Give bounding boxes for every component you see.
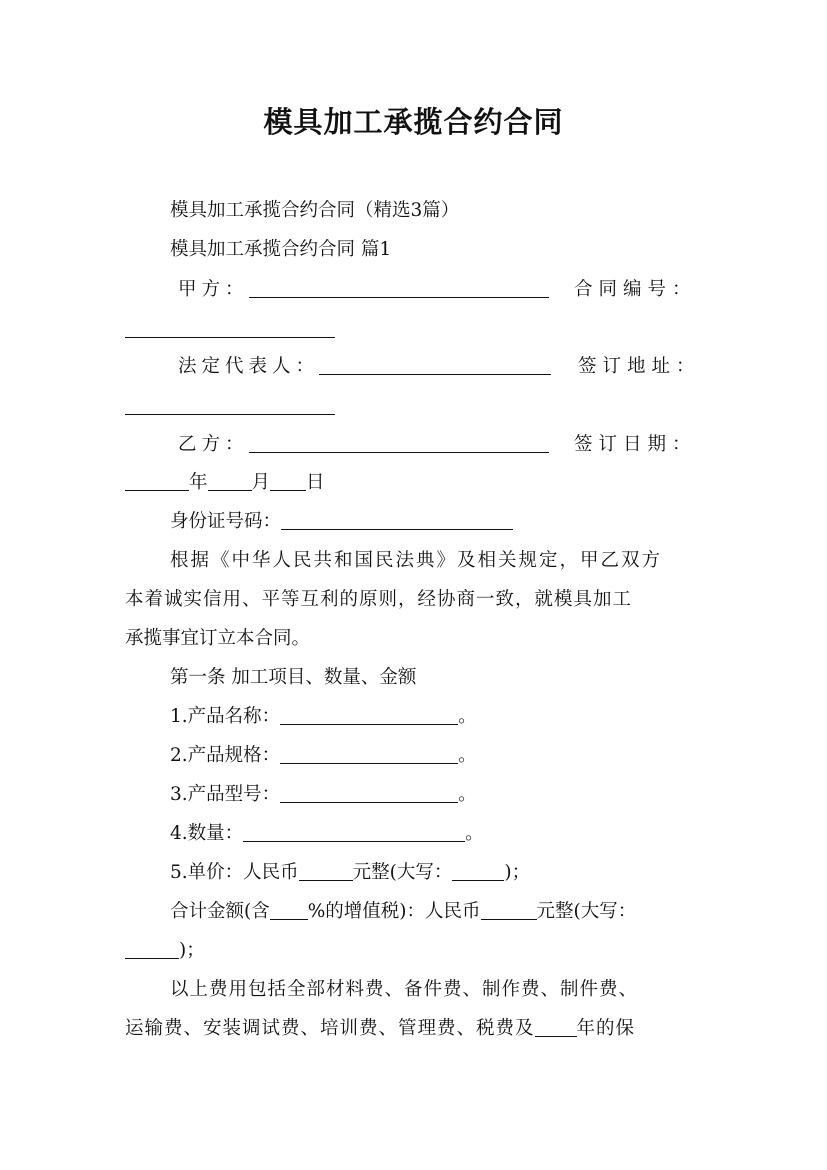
party-b-label: 乙方： (178, 434, 249, 455)
day-blank[interactable] (270, 472, 306, 491)
intro-line-3: 承揽事宜订立本合同。 (125, 628, 311, 649)
intro-line-1: 根据《中华人民共和国民法典》及相关规定，甲乙双方 (170, 550, 663, 571)
year-label: 年 (189, 472, 208, 493)
warranty-years-blank[interactable] (535, 1018, 577, 1037)
total-mid-2: 元整(大写： (536, 901, 637, 922)
document-subtitle: 模具加工承揽合约合同（精选3篇） (170, 200, 460, 221)
id-number-label: 身份证号码： (170, 511, 282, 532)
total-words-blank[interactable] (125, 940, 179, 959)
total-mid-1: %的增值税)：人民币 (307, 901, 481, 922)
unit-price-words-blank[interactable] (452, 862, 504, 881)
item-4-blank[interactable] (243, 823, 465, 842)
sign-address-blank[interactable] (125, 396, 335, 415)
item-4-period: 。 (465, 823, 484, 844)
item-1-row (170, 705, 477, 729)
contract-no-blank[interactable] (125, 319, 335, 338)
document-title: 模具加工承揽合约合同 (263, 105, 564, 139)
day-label: 日 (306, 472, 325, 493)
fees-line-2-a: 运输费、安装调试费、培训费、管理费、税费及 (125, 1018, 535, 1039)
legal-rep-label: 法定代表人： (178, 356, 320, 377)
item-3-row (170, 783, 477, 807)
item-4-row (170, 822, 484, 846)
item-1-period: 。 (458, 706, 477, 727)
legal-rep-blank[interactable] (319, 356, 551, 375)
id-number-row (170, 510, 513, 534)
item-3-blank[interactable] (280, 784, 458, 803)
sign-address-row (125, 395, 335, 419)
item-3-label: 3.产品型号： (170, 784, 281, 805)
item-5-prefix: 5.单价：人民币 (170, 862, 299, 883)
item-2-blank[interactable] (280, 745, 458, 764)
sign-date-row (125, 471, 325, 495)
id-number-blank[interactable] (281, 511, 513, 530)
month-label: 月 (251, 472, 271, 493)
item-2-label: 2.产品规格： (170, 745, 281, 766)
intro-line-2: 本着诚实信用、平等互利的原则，经协商一致，就模具加工 (125, 589, 633, 610)
sign-date-label: 签订日期： (574, 434, 697, 455)
party-b-row (178, 433, 549, 457)
contract-no-row (125, 318, 335, 342)
contract-no-label: 合同编号： (574, 279, 697, 300)
item-2-row (170, 744, 477, 768)
year-blank[interactable] (125, 472, 189, 491)
party-a-blank[interactable] (249, 279, 549, 298)
item-5-mid: 元整(大写： (352, 862, 453, 883)
vat-rate-blank[interactable] (270, 901, 308, 920)
total-row (170, 900, 636, 924)
item-1-label: 1.产品名称： (170, 706, 281, 727)
total-row-cont (125, 939, 205, 963)
legal-rep-row (178, 355, 551, 379)
party-b-blank[interactable] (249, 434, 549, 453)
unit-price-blank[interactable] (299, 862, 353, 881)
item-5-row (170, 861, 530, 885)
party-a-label: 甲方： (178, 279, 249, 300)
fees-line-2-b: 年的保 (576, 1018, 636, 1039)
item-5-suffix: )； (504, 862, 531, 883)
fees-line-2 (125, 1017, 635, 1041)
item-2-period: 。 (458, 745, 477, 766)
total-prefix: 合计金额(含 (170, 901, 270, 922)
article-1-heading: 第一条 加工项目、数量、金额 (170, 667, 417, 688)
fees-line-1: 以上费用包括全部材料费、备件费、制作费、制件费、 (170, 979, 639, 1000)
item-4-label: 4.数量： (170, 823, 244, 844)
total-suffix: )； (179, 940, 205, 961)
item-3-period: 。 (458, 784, 477, 805)
section-heading: 模具加工承揽合约合同 篇1 (170, 239, 392, 260)
item-1-blank[interactable] (280, 706, 458, 725)
month-blank[interactable] (208, 472, 252, 491)
total-amount-blank[interactable] (481, 901, 537, 920)
sign-address-label: 签订地址： (578, 356, 701, 377)
party-a-row (178, 278, 549, 302)
